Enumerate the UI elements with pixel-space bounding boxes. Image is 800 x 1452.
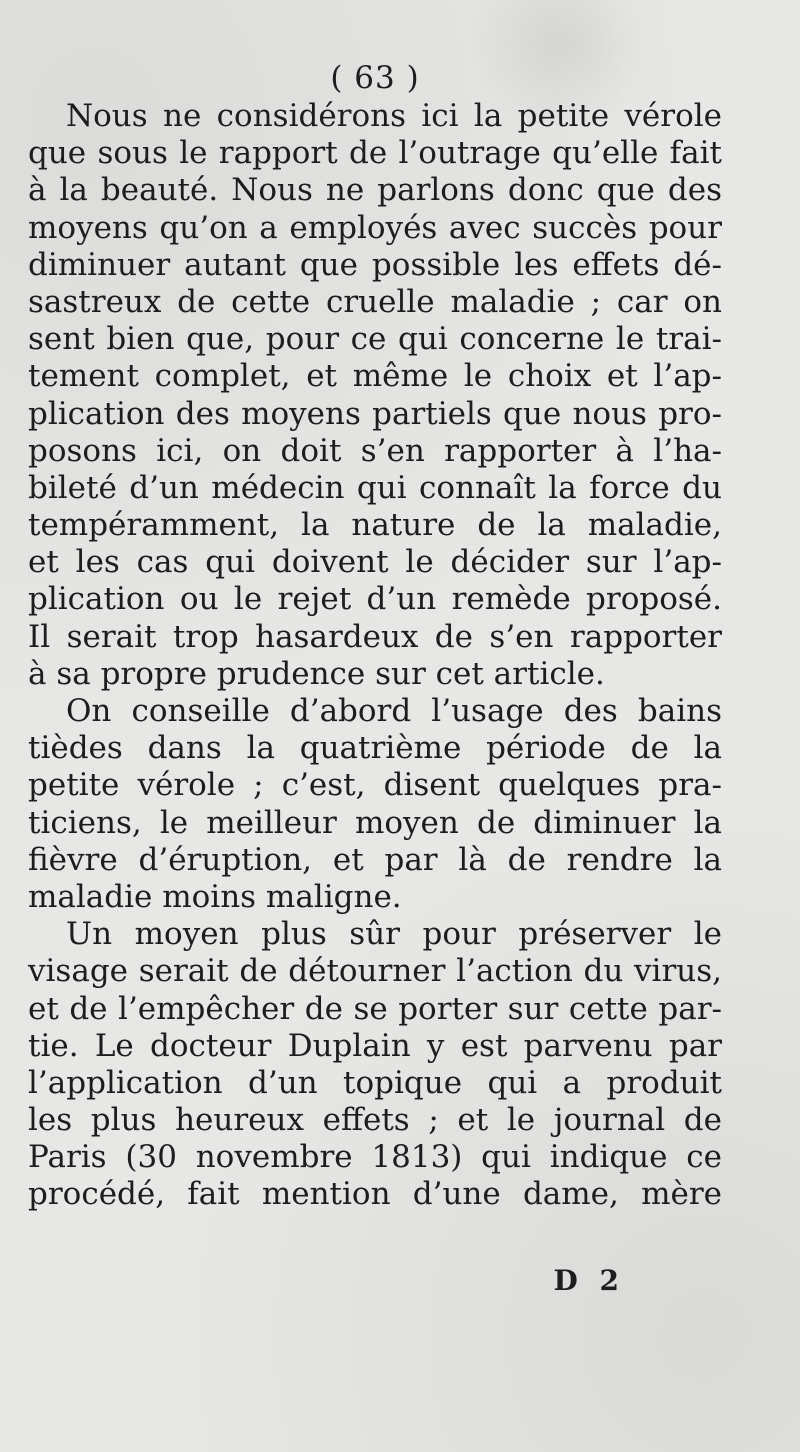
signature-mark: D 2 (553, 1264, 625, 1297)
text-line: tement complet, et même le choix et l’ap- (28, 358, 722, 395)
text-line: posons ici, on doit s’en rapporter à l’ha- (28, 432, 722, 469)
text-line: Nous ne considérons ici la petite vérole (66, 98, 722, 134)
text-line: moyens qu’on a employés avec succès pour (28, 209, 722, 246)
text-line: maladie moins maligne. (28, 878, 402, 915)
text-line: et de l’empêcher de se porter sur cette par- (28, 990, 722, 1027)
text-line: bileté d’un médecin qui connaît la force du (28, 469, 722, 506)
text-line: l’application d’un topique qui a produit (28, 1064, 722, 1101)
text-line: que sous le rapport de l’outrage qu’elle fait (28, 135, 722, 172)
text-line: On conseille d’abord l’usage des bains (66, 693, 722, 729)
text-line: Paris (30 novembre 1813) qui indique ce (28, 1139, 722, 1176)
paragraph-3 (28, 916, 722, 1214)
text-line: tie. Le docteur Duplain y est parvenu par (28, 1027, 722, 1064)
text-line: sastreux de cette cruelle maladie ; car on (28, 283, 722, 320)
text-line: fièvre d’éruption, et par là de rendre la (28, 841, 722, 878)
text-line: Il serait trop hasardeux de s’en rapporter (28, 618, 722, 655)
text-line: visage serait de détourner l’action du virus, (28, 953, 722, 990)
paragraph-2 (28, 693, 722, 916)
page-number: ( 63 ) (330, 60, 420, 96)
text-line: tempéramment, la nature de la maladie, (28, 507, 722, 544)
text-line: Un moyen plus sûr pour préserver le (66, 916, 722, 953)
text-line: et les cas qui doivent le décider sur l’ap- (28, 544, 722, 581)
text-line: petite vérole ; c’est, disent quelques pra- (28, 767, 722, 804)
text-line: ticiens, le meilleur moyen de diminuer la (28, 804, 722, 841)
text-line: procédé, fait mention d’une dame, mère (28, 1176, 722, 1213)
text-line: à sa propre prudence sur cet article. (28, 655, 605, 692)
text-line: plication ou le rejet d’un remède proposé. (28, 581, 722, 618)
text-line: tièdes dans la quatrième période de la (28, 730, 722, 767)
text-line: diminuer autant que possible les effets dé- (28, 246, 722, 283)
book-page (28, 58, 722, 1214)
text-line: à la beauté. Nous ne parlons donc que des (28, 172, 722, 209)
text-line: plication des moyens partiels que nous pro- (28, 395, 722, 432)
text-line: sent bien que, pour ce qui concerne le trai- (28, 321, 722, 358)
text-line: les plus heureux effets ; et le journal de (28, 1102, 722, 1139)
paragraph-1 (28, 98, 722, 693)
